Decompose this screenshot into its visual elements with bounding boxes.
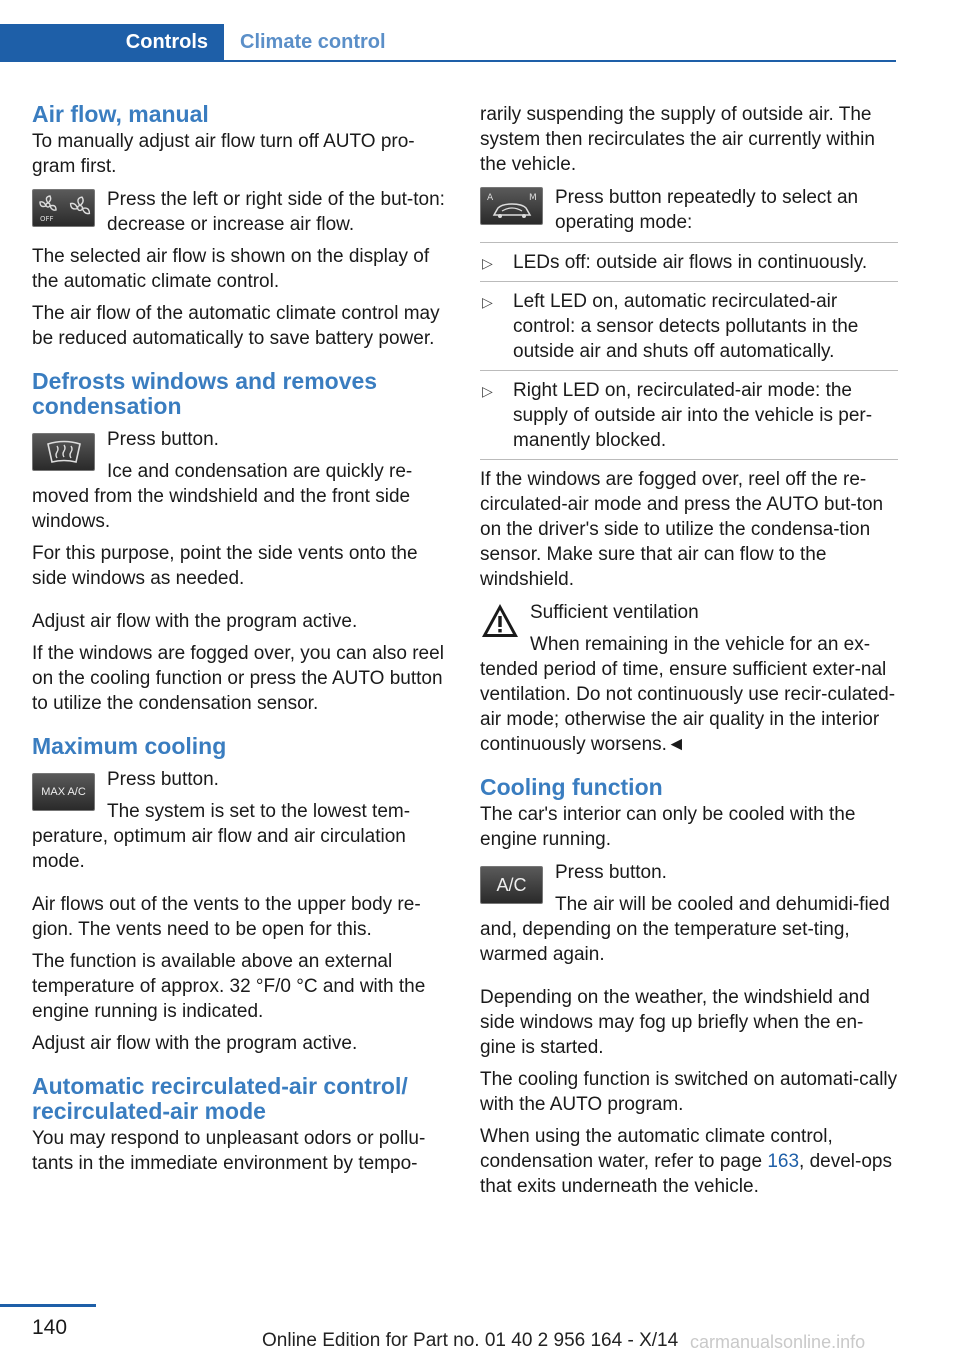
instruction-text: The air will be cooled and dehumidi-fied and, depending on the temperature set-ting, warmed again. — [480, 894, 890, 965]
paragraph: Air flows out of the vents to the upper body re-gion. The vents need to be open for this. — [32, 894, 421, 940]
warning-triangle-icon — [480, 602, 520, 640]
right-column — [480, 102, 898, 1206]
warning-block — [480, 600, 898, 757]
list-item: ▷ Right LED on, recirculated-air mode: the supply of outside air into the vehicle is per-manently blocked. — [480, 371, 898, 460]
heading-maximum-cooling: Maximum cooling — [32, 733, 227, 759]
svg-text:M: M — [528, 193, 537, 203]
paragraph: The cooling function is switched on automati-cally with the AUTO program. — [480, 1069, 898, 1115]
page-number: 140 — [32, 1316, 68, 1339]
paragraph: The car's interior can only be cooled with the engine running. — [480, 804, 856, 850]
page-header — [0, 24, 896, 62]
list-item: ▷ Left LED on, automatic recirculated-air control: a sensor detects pollutants in the outside air and shuts off automatically. — [480, 282, 898, 371]
paragraph: The selected air flow is shown on the display of the automatic climate control. — [32, 246, 430, 292]
instruction-text: Press button repeatedly to select an operating mode: — [555, 187, 859, 233]
triangle-bullet-icon: ▷ — [482, 294, 493, 310]
warning-title: Sufficient ventilation — [530, 602, 699, 623]
heading-cooling-function: Cooling function — [480, 774, 663, 800]
paragraph: You may respond to unpleasant odors or pollu-tants in the immediate environment by tempo- — [32, 1128, 426, 1174]
left-column — [32, 102, 450, 1183]
recirc-button-image — [480, 187, 543, 225]
paragraph: If the windows are fogged over, you can also reel on the cooling function or press the AUTO button to utilize the condensation sensor. — [32, 643, 444, 714]
fan-icon — [34, 191, 94, 225]
car-recirculation-icon — [482, 189, 542, 223]
footer-divider — [0, 1304, 96, 1307]
max-cooling-button-block — [32, 767, 450, 874]
list-item: ▷ LEDs off: outside air flows in continuously. — [480, 243, 898, 282]
paragraph: The function is available above an external temperature of approx. 32 °F/0 °C and with the engine running is indicated. — [32, 951, 426, 1022]
paragraph: Depending on the weather, the windshield and side windows may fog up briefly when the en-gine is started. — [480, 987, 870, 1058]
edition-info: Online Edition for Part no. 01 40 2 956 164 - X/14 — [262, 1330, 679, 1351]
paragraph: The air flow of the automatic climate control may be reduced automatically to save battery power. — [32, 303, 440, 349]
chapter-tab-controls[interactable]: Controls — [0, 24, 224, 60]
instruction-text: The system is set to the lowest tem-perature, optimum air flow and air circulation mode. — [32, 801, 411, 872]
airflow-button-block — [32, 187, 450, 237]
paragraph: rarily suspending the supply of outside air. The system then recirculates the air currently within the vehicle. — [480, 104, 875, 175]
instruction-text: Press the left or right side of the but-ton: decrease or increase air flow. — [107, 189, 445, 235]
triangle-bullet-icon: ▷ — [482, 255, 493, 271]
svg-text:A: A — [486, 193, 493, 203]
instruction-text: Press button. — [555, 862, 667, 883]
heading-defrost: Defrosts windows and removes condensation — [32, 368, 378, 419]
paragraph: When using the automatic climate control, condensation water, refer to page 163, devel-ops that exits underneath the vehicle. — [480, 1126, 892, 1197]
recirc-button-block — [480, 185, 898, 235]
ac-button-block — [480, 860, 898, 967]
ac-button-image: A/C — [480, 866, 543, 904]
windshield-defrost-icon — [44, 438, 84, 466]
section-tab-climate-control[interactable]: Climate control — [240, 30, 386, 53]
max-ac-button-image: MAX A/C — [32, 773, 95, 811]
heading-air-flow-manual: Air flow, manual — [32, 101, 209, 127]
warning-text: When remaining in the vehicle for an ex-tended period of time, ensure sufficient exter-nal ventilation. Do not continuously use recir-culated-air mode; otherwise the air quality in the interior continuously worsens.◄ — [480, 634, 896, 755]
page-reference-link[interactable]: 163 — [767, 1151, 800, 1172]
instruction-text: Press button. — [107, 429, 219, 450]
header-divider — [0, 60, 896, 62]
operating-mode-list — [480, 242, 898, 460]
heading-recirculated-air: Automatic recirculated-air control/ recirculated-air mode — [32, 1073, 408, 1124]
paragraph: Adjust air flow with the program active. — [32, 611, 358, 632]
svg-text:OFF: OFF — [39, 215, 54, 223]
instruction-text: Press button. — [107, 769, 219, 790]
fan-button-image — [32, 189, 95, 227]
paragraph: If the windows are fogged over, reel off the re-circulated-air mode and press the AUTO but-ton on the driver's side to utilize the condensa-tion sensor. Make sure that air can flow to the windshield. — [480, 469, 884, 590]
instruction-text: Ice and condensation are quickly re-moved from the windshield and the front side windows. — [32, 461, 413, 532]
paragraph: For this purpose, point the side vents onto the side windows as needed. — [32, 543, 418, 589]
defrost-button-image — [32, 433, 95, 471]
triangle-bullet-icon: ▷ — [482, 383, 493, 399]
defrost-button-block — [32, 427, 450, 534]
paragraph: Adjust air flow with the program active. — [32, 1033, 358, 1054]
watermark: carmanualsonline.info — [690, 1332, 866, 1352]
paragraph: To manually adjust air flow turn off AUTO pro-gram first. — [32, 131, 415, 177]
